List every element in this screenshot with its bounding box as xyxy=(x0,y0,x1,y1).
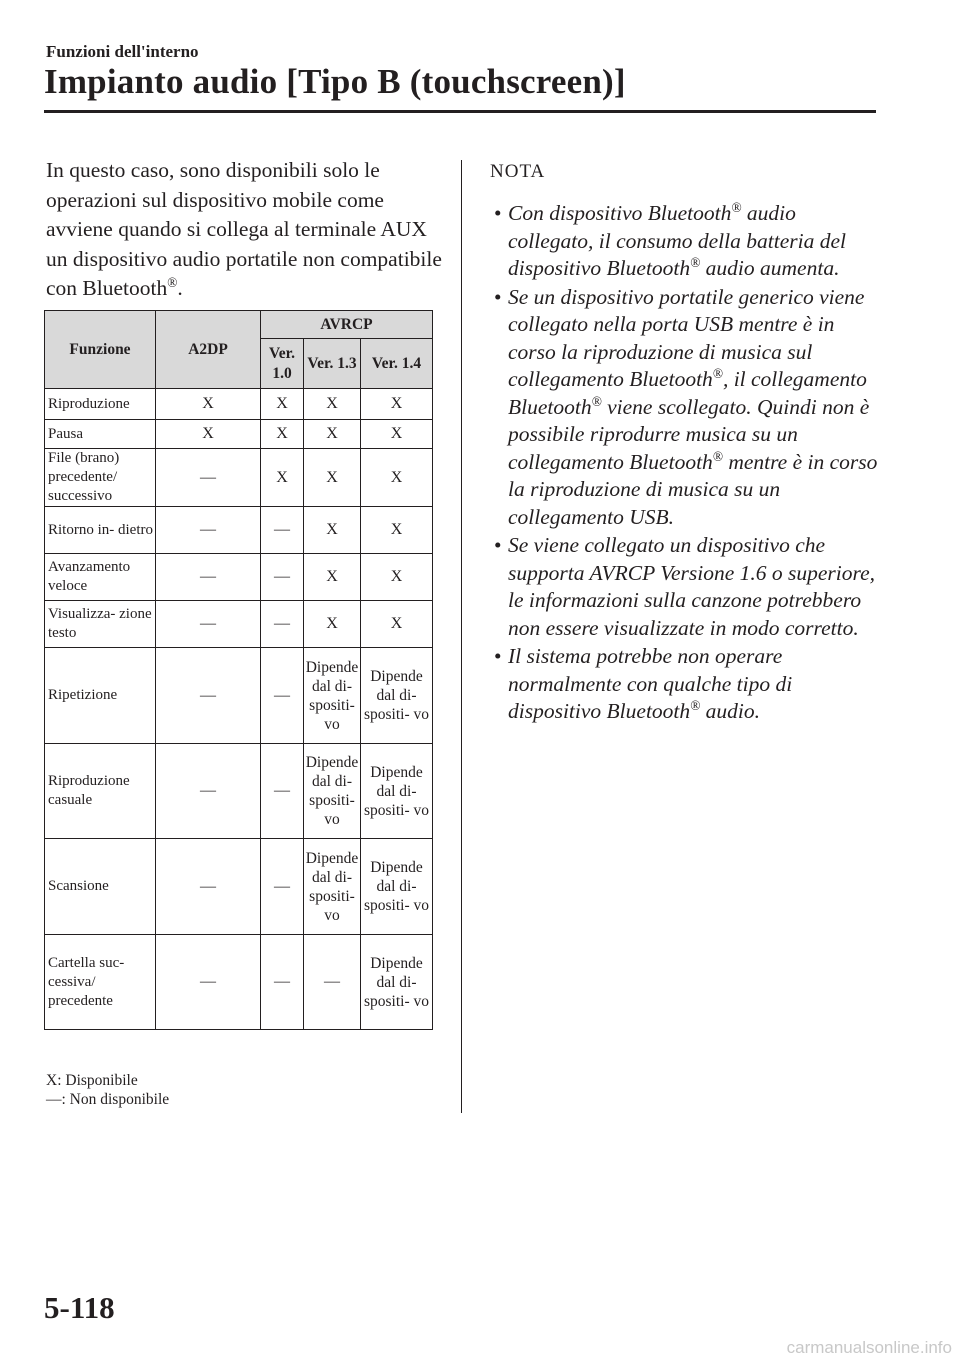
row-cell: Dipende dal di- spositi- vo xyxy=(361,648,433,744)
table-legend xyxy=(46,1071,169,1109)
row-cell: X xyxy=(361,449,433,507)
column-divider xyxy=(461,160,462,1113)
row-cell: Dipende dal di- spositi- vo xyxy=(361,839,433,935)
registered-mark: ® xyxy=(167,275,178,291)
note-text: audio aumenta. xyxy=(700,256,840,280)
table-row xyxy=(45,601,433,648)
row-cell: — xyxy=(304,935,361,1030)
bullet-icon: • xyxy=(494,284,502,309)
note-item xyxy=(490,532,880,642)
header-version: Ver. 1.4 xyxy=(361,339,433,389)
bullet-icon: • xyxy=(494,201,502,225)
bullet-icon: • xyxy=(494,644,502,668)
row-cell: — xyxy=(261,839,304,935)
row-cell: — xyxy=(156,601,261,648)
bullet-icon: • xyxy=(494,533,502,557)
header-avrcp: AVRCP xyxy=(261,311,433,339)
intro-text: In questo caso, sono disponibili solo le operazioni sul dispositivo mobile come avviene quando si collega al terminale AUX un dispositivo audio portatile non compatibile con Bluetooth xyxy=(46,158,442,300)
table-row xyxy=(45,449,433,507)
row-cell: X xyxy=(361,507,433,554)
header-a2dp: A2DP xyxy=(156,311,261,389)
table-row xyxy=(45,744,433,839)
page-number: 5-118 xyxy=(44,1290,115,1325)
row-cell: — xyxy=(261,601,304,648)
row-cell: Dipende dal di- spositi- vo xyxy=(304,648,361,744)
row-function-name: Scansione xyxy=(45,839,156,935)
row-cell: X xyxy=(156,389,261,420)
table-body xyxy=(45,389,433,1030)
note-list xyxy=(490,200,880,727)
note-text: Se un dispositivo portatile generico viene collegato nella porta USB mentre è in corso la riproduzione di musica sul collegamento Bluetooth xyxy=(508,284,865,391)
note-text: audio. xyxy=(700,699,761,723)
row-cell: — xyxy=(261,744,304,839)
row-cell: — xyxy=(156,839,261,935)
note-text: Il sistema potrebbe non operare normalmente con qualche tipo di dispositivo Bluetooth xyxy=(508,644,793,723)
row-function-name: Cartella suc- cessiva/ precedente xyxy=(45,935,156,1030)
row-cell: — xyxy=(156,935,261,1030)
row-cell: — xyxy=(156,507,261,554)
row-cell: — xyxy=(156,744,261,839)
header-version: Ver. 1.3 xyxy=(304,339,361,389)
table-row xyxy=(45,389,433,420)
note-text: viene scollegato. Quindi non è possibile riprodurre musica su un collegamento Bluetooth xyxy=(508,394,870,474)
table-row xyxy=(45,507,433,554)
registered-mark: ® xyxy=(712,448,723,464)
row-cell: Dipende dal di- spositi- vo xyxy=(361,935,433,1030)
row-cell: X xyxy=(304,601,361,648)
header-function: Funzione xyxy=(45,311,156,389)
row-cell: X xyxy=(261,420,304,449)
row-cell: Dipende dal di- spositi- vo xyxy=(304,839,361,935)
row-cell: X xyxy=(261,449,304,507)
note-heading: NOTA xyxy=(490,161,546,182)
row-function-name: Pausa xyxy=(45,420,156,449)
registered-mark: ® xyxy=(731,200,742,216)
row-cell: X xyxy=(304,420,361,449)
row-cell: X xyxy=(361,554,433,601)
watermark: carmanualsonline.info xyxy=(786,1338,952,1357)
note-text: mentre è in corso la riproduzione di musica su un collegamento USB. xyxy=(508,449,878,529)
legend-available: X: Disponibile xyxy=(46,1072,138,1089)
header-version: Ver. 1.0 xyxy=(261,339,304,389)
row-function-name: Avanzamento veloce xyxy=(45,554,156,601)
row-cell: X xyxy=(304,449,361,507)
row-function-name: File (brano) precedente/ successivo xyxy=(45,449,156,507)
intro-end: . xyxy=(177,276,183,300)
note-text: audio collegato, il consumo della batteria del dispositivo Bluetooth xyxy=(508,201,846,280)
row-cell: — xyxy=(261,554,304,601)
row-cell: X xyxy=(361,389,433,420)
intro-paragraph xyxy=(46,156,451,304)
row-function-name: Riproduzione casuale xyxy=(45,744,156,839)
legend-unavailable: —: Non disponibile xyxy=(46,1091,170,1108)
note-item xyxy=(490,643,880,726)
row-function-name: Ripetizione xyxy=(45,648,156,744)
row-cell: X xyxy=(361,601,433,648)
row-cell: X xyxy=(304,554,361,601)
registered-mark: ® xyxy=(591,393,602,409)
row-cell: X xyxy=(361,420,433,449)
title-rule xyxy=(44,110,876,113)
table-row xyxy=(45,839,433,935)
row-cell: — xyxy=(261,648,304,744)
note-item xyxy=(490,284,880,532)
row-cell: X xyxy=(304,389,361,420)
row-cell: X xyxy=(304,507,361,554)
row-cell: — xyxy=(156,648,261,744)
section-label: Funzioni dell'interno xyxy=(46,42,199,61)
note-item xyxy=(490,200,880,283)
row-cell: — xyxy=(261,507,304,554)
row-cell: Dipende dal di- spositi- vo xyxy=(361,744,433,839)
table-row xyxy=(45,420,433,449)
row-function-name: Visualizza- zione testo xyxy=(45,601,156,648)
registered-mark: ® xyxy=(690,255,701,271)
row-cell: X xyxy=(261,389,304,420)
row-cell: — xyxy=(156,554,261,601)
page-title: Impianto audio [Tipo B (touchscreen)] xyxy=(44,62,626,101)
table-row xyxy=(45,935,433,1030)
row-cell: Dipende dal di- spositi- vo xyxy=(304,744,361,839)
row-cell: X xyxy=(156,420,261,449)
row-cell: — xyxy=(156,449,261,507)
compatibility-table xyxy=(44,310,433,1030)
note-text: Con dispositivo Bluetooth xyxy=(508,201,732,225)
row-function-name: Riproduzione xyxy=(45,389,156,420)
note-text: Se viene collegato un dispositivo che supporta AVRCP Versione 1.6 o superiore, le informazioni sulla canzone potrebbero non essere visualizzate in modo corretto. xyxy=(508,533,876,640)
table-row xyxy=(45,554,433,601)
registered-mark: ® xyxy=(712,366,723,382)
registered-mark: ® xyxy=(690,698,701,714)
note-text: , il collegamento Bluetooth xyxy=(508,367,867,419)
row-cell: — xyxy=(261,935,304,1030)
table-row xyxy=(45,648,433,744)
row-function-name: Ritorno in- dietro xyxy=(45,507,156,554)
